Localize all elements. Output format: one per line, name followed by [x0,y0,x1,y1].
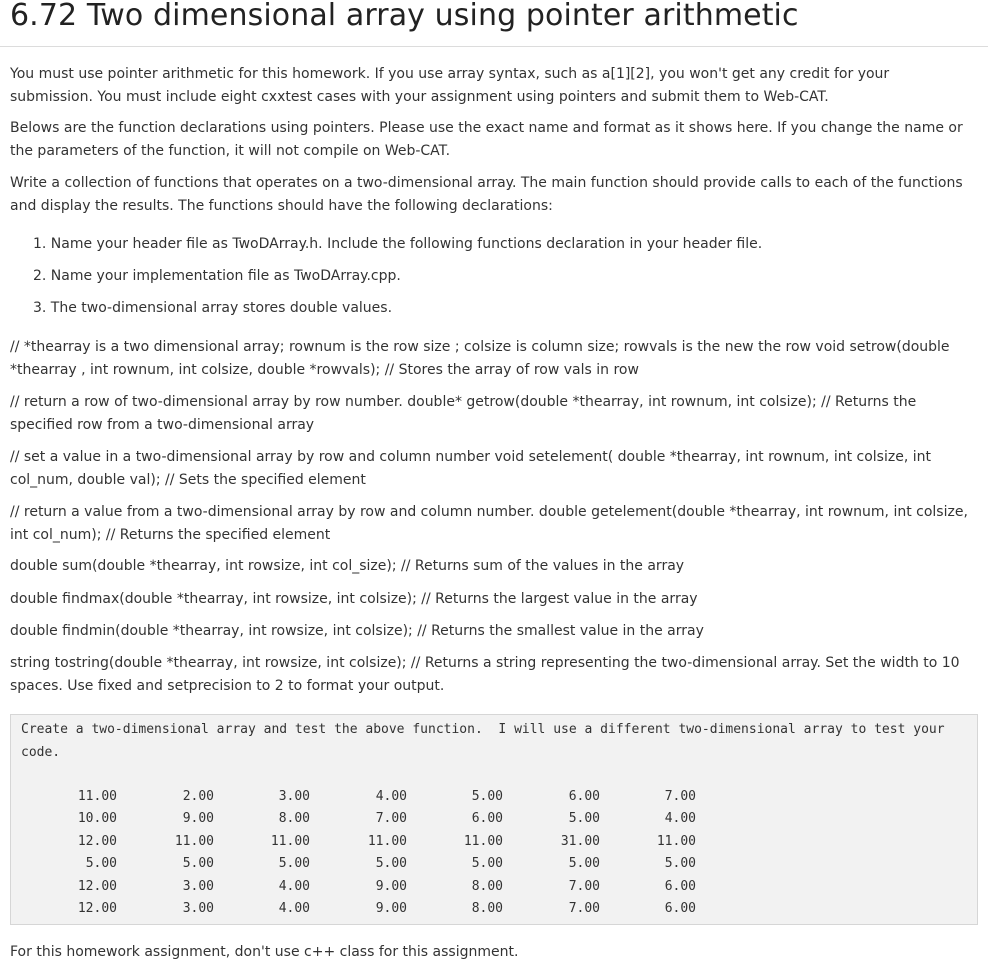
declaration-setrow: // *thearray is a two dimensional array; rownum is the row size ; colsize is column size; rowvals is the new the row void setrow(double *thearray , int rownum, int colsize, double *rowvals); // Stores the array of row vals in row [10,339,950,378]
array-cell: 12.00 [77,833,117,849]
array-cell: 3.00 [182,900,214,916]
list-item-double-values: 3. The two-dimensional array stores double values. [33,300,393,316]
declaration-getelement: // return a value from a two-dimensional array by row and column number. double getelement(double *thearray, int rownum, int colsize, int col_num); // Returns the specified element [10,504,968,543]
array-cell: 9.00 [182,811,214,827]
declaration-findmax: double findmax(double *thearray, int rowsize, int colsize); // Returns the largest value in the array [10,591,698,607]
array-cell: 6.00 [471,811,503,827]
array-cell: 5.00 [278,856,310,872]
array-cell: 8.00 [278,811,310,827]
array-cell: 5.00 [568,811,600,827]
array-cell: 11.00 [174,833,214,849]
array-cell: 9.00 [375,900,407,916]
declaration-findmin: double findmin(double *thearray, int rowsize, int colsize); // Returns the smallest value in the array [10,623,704,639]
declaration-sum: double sum(double *thearray, int rowsize, int col_size); // Returns sum of the values in the array [10,558,685,574]
list-item-header-file: 1. Name your header file as TwoDArray.h. Include the following functions declaration in your header file. [33,236,763,252]
code-intro-text: Create a two-dimensional array and test the above function. I will use a different two-dimensional array to test your code. [21,722,953,760]
array-cell: 5.00 [471,789,503,804]
array-cell: 7.00 [568,878,600,894]
array-cell: 2.00 [182,789,214,804]
array-cell: 11.00 [270,833,310,849]
code-block [10,714,978,925]
array-cell: 3.00 [182,878,214,894]
footer-note: For this homework assignment, don't use c++ class for this assignment. [10,944,519,960]
array-cell: 3.00 [278,789,310,804]
array-cell: 5.00 [182,856,214,872]
array-cell: 8.00 [471,878,503,894]
declarations-intro-paragraph: Belows are the function declarations using pointers. Please use the exact name and format as it shows here. If you change the name or the parameters of the function, it will not compile on Web-CAT. [10,120,963,159]
array-cell: 4.00 [278,900,310,916]
array-cell: 4.00 [664,811,696,827]
array-cell: 11.00 [367,833,407,849]
array-cell: 7.00 [375,811,407,827]
array-cell: 11.00 [656,833,696,849]
list-item-implementation-file: 2. Name your implementation file as TwoDArray.cpp. [33,268,401,284]
array-cell: 5.00 [375,856,407,872]
array-cell: 5.00 [85,856,117,872]
task-paragraph: Write a collection of functions that operates on a two-dimensional array. The main function should provide calls to each of the functions and display the results. The functions should have the following declarations: [10,175,963,214]
array-cell: 4.00 [375,789,407,804]
array-cell: 12.00 [77,900,117,916]
array-cell: 11.00 [463,833,503,849]
page-title: 6.72 Two dimensional array using pointer arithmetic [10,0,799,33]
array-cell: 10.00 [77,811,117,827]
array-cell: 7.00 [664,789,696,804]
array-cell: 6.00 [568,789,600,804]
declaration-setelement: // set a value in a two-dimensional array by row and column number void setelement( double *thearray, int rownum, int colsize, int col_num, double val); // Sets the specified element [10,449,931,488]
intro-paragraph: You must use pointer arithmetic for this homework. If you use array syntax, such as a[1][2], you won't get any credit for your submission. You must include eight cxxtest cases with your assignment using pointers and submit them to Web-CAT. [10,66,890,105]
array-cell: 5.00 [664,856,696,872]
array-cell: 6.00 [664,878,696,894]
array-cell: 8.00 [471,900,503,916]
array-cell: 6.00 [664,900,696,916]
array-cell: 5.00 [471,856,503,872]
declaration-tostring: string tostring(double *thearray, int rowsize, int colsize); // Returns a string representing the two-dimensional array. Set the width to 10 spaces. Use fixed and setprecision to 2 to format your output. [10,655,960,694]
array-cell: 4.00 [278,878,310,894]
array-cell: 31.00 [560,833,600,849]
array-cell: 12.00 [77,878,117,894]
array-cell: 9.00 [375,878,407,894]
array-cell: 11.00 [77,789,117,804]
declaration-getrow: // return a row of two-dimensional array by row number. double* getrow(double *thearray, int rownum, int colsize); // Returns the specified row from a two-dimensional array [10,394,917,433]
title-divider [0,46,988,47]
array-cell: 5.00 [568,856,600,872]
array-cell: 7.00 [568,900,600,916]
